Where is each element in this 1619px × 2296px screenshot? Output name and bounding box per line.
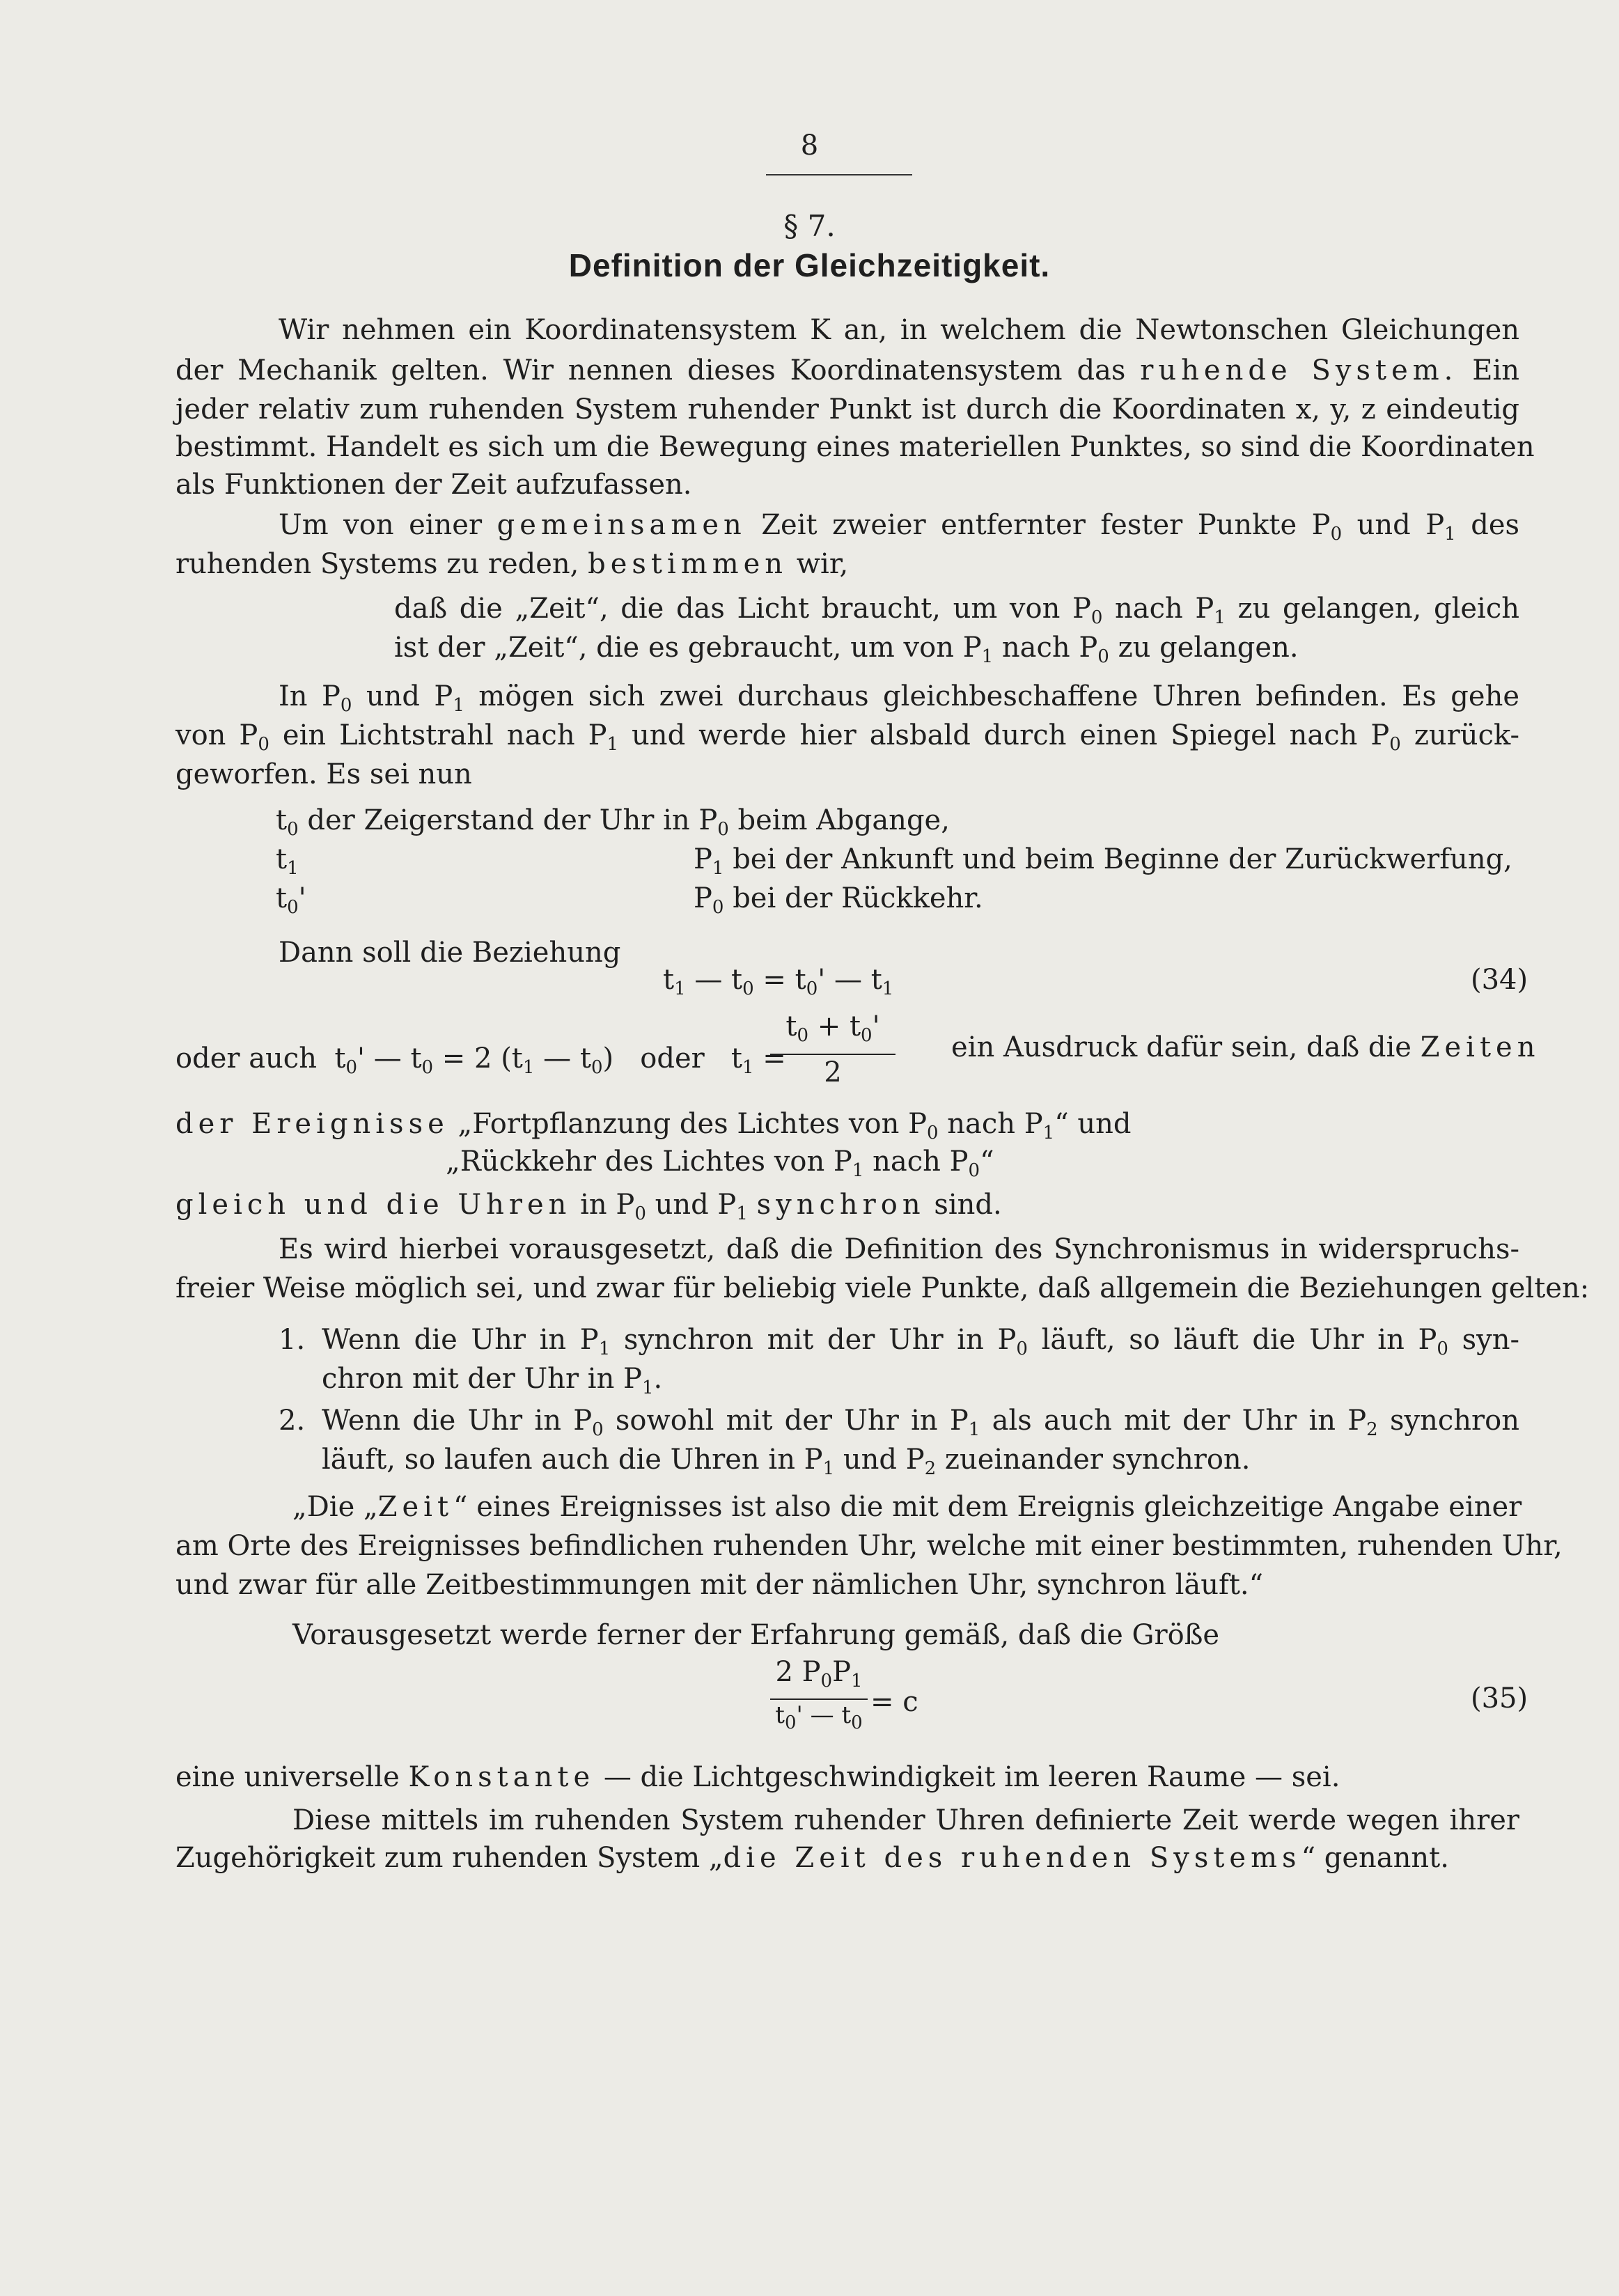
text-line: und zwar für alle Zeitbestimmungen mit der nämlichen Uhr, synchron läuft.“ [175,1569,1264,1601]
eq34b-tail: ein Ausdruck dafür sein, daß die Zeiten [951,1031,1540,1063]
text-line: Wir nehmen ein Koordinatensystem K an, in welchem die Newtonschen Gleichungen [279,314,1519,346]
definition-line: daß die „Zeit“, die das Licht braucht, um von $P_0$ nach $P_1$ zu gelangen, gleich [394,593,1520,628]
text-line: am Orte des Ereignisses befindlichen ruhenden Uhr, welche mit einer bestimmten, ruhenden Uhr, [175,1530,1563,1562]
list-item-cont: chron mit der Uhr in $P_1$. [322,1363,663,1398]
page-number: 8 [800,130,819,162]
text-line: bestimmt. Handelt es sich um die Bewegung eines materiellen Punktes, so sind die Koordinaten [175,431,1535,463]
list-number: 2. [279,1405,306,1437]
def-t0prime-symbol: $t_0'$ [276,882,306,918]
text-line: freier Weise möglich sei, und zwar für beliebig viele Punkte, daß allgemein die Beziehungen gelten: [175,1272,1590,1304]
eq34b-left: oder auch $t_0'$ — $t_0 = 2$ ($t_1$ — $t_0$) oder $t_1$ = [175,1042,786,1078]
eq35-fraction: 2 $P_0P_1$ $t_0'$ — $t_0$ [770,1655,868,1738]
list-item: Wenn die Uhr in $P_0$ sowohl mit der Uhr in $P_1$ als auch mit der Uhr in $P_2$ synchron [322,1405,1519,1440]
text-line: Zugehörigkeit zum ruhenden System „die Zeit des ruhenden Systems“ genannt. [175,1842,1449,1874]
equation-number: (35) [1471,1682,1528,1715]
list-number: 1. [279,1324,306,1356]
p6-line: eine universelle Konstante — die Lichtgeschwindigkeit im leeren Raume — sei. [175,1761,1340,1793]
def-t0: $t_0$ der Zeigerstand der Uhr in $P_0$ beim Abgange, [276,804,950,840]
text-line: von $P_0$ ein Lichtstrahl nach $P_1$ und werde hier alsbald durch einen Spiegel nach $P_0$ zurück- [175,719,1520,755]
section-number: § 7. [783,209,836,243]
section-title: Definition der Gleichzeitigkeit. [568,247,1051,283]
def-t1-symbol: $t_1$ [276,843,299,879]
p6-line: Vorausgesetzt werde ferner der Erfahrung gemäß, daß die Größe [292,1619,1220,1651]
list-item-cont: läuft, so laufen auch die Uhren in $P_1$ und $P_2$ zueinander synchron. [322,1444,1251,1479]
text-line: „Die „Zeit“ eines Ereignisses ist also die mit dem Ereignis gleichzeitige Angabe einer [292,1491,1522,1523]
eq35-rhs: = c [870,1686,918,1718]
text-line: geworfen. Es sei nun [175,758,472,790]
text-line: Diese mittels im ruhenden System ruhender Uhren definierte Zeit werde wegen ihrer [292,1804,1519,1836]
events-line-1: der Ereignisse „Fortpflanzung des Lichtes von $P_0$ nach $P_1“$ und [175,1108,1132,1143]
definition-line: ist der „Zeit“, die es gebraucht, um von $P_1$ nach $P_0$ zu gelangen. [394,632,1299,667]
text-line: Es wird hierbei vorausgesetzt, daß die Definition des Synchronismus in widerspruchs- [279,1233,1519,1265]
text-line: der Mechanik gelten. Wir nennen dieses Koordinatensystem das ruhende System. Ein [175,354,1520,386]
list-item: Wenn die Uhr in $P_1$ synchron mit der Uhr in $P_0$ läuft, so läuft die Uhr in $P_0$ syn- [322,1324,1519,1359]
header-rule [766,174,912,175]
def-t0prime-text: $P_0$ bei der Rückkehr. [694,882,983,918]
def-t1-text: $P_1$ bei der Ankunft und beim Beginne der Zurückwerfung, [694,843,1512,879]
equation-number: (34) [1471,964,1528,996]
text-line: als Funktionen der Zeit aufzufassen. [175,469,692,501]
text-line: ruhenden Systems zu reden, bestimmen wir, [175,548,849,580]
text-line: Um von einer gemeinsamen Zeit zweier entfernter fester Punkte $P_0$ und $P_1$ des [279,509,1520,545]
eq34b-fraction: $t_0 + t_0'$ 2 [770,1008,895,1090]
events-line-2: „Rückkehr des Lichtes von $P_1$ nach $P_0“$ [446,1146,994,1181]
equation-34: $t_1$ — $t_0 = t_0'$ — $t_1$ [663,964,894,999]
text-line: In $P_0$ und $P_1$ mögen sich zwei durchaus gleichbeschaffene Uhren befinden. Es gehe [279,680,1520,716]
text-line: jeder relativ zum ruhenden System ruhender Punkt ist durch die Koordinaten x, y, z eindeutig [175,393,1519,425]
eq34-intro: Dann soll die Beziehung [279,937,621,969]
events-line-3: gleich und die Uhren in $P_0$ und $P_1$ synchron sind. [175,1189,1002,1224]
